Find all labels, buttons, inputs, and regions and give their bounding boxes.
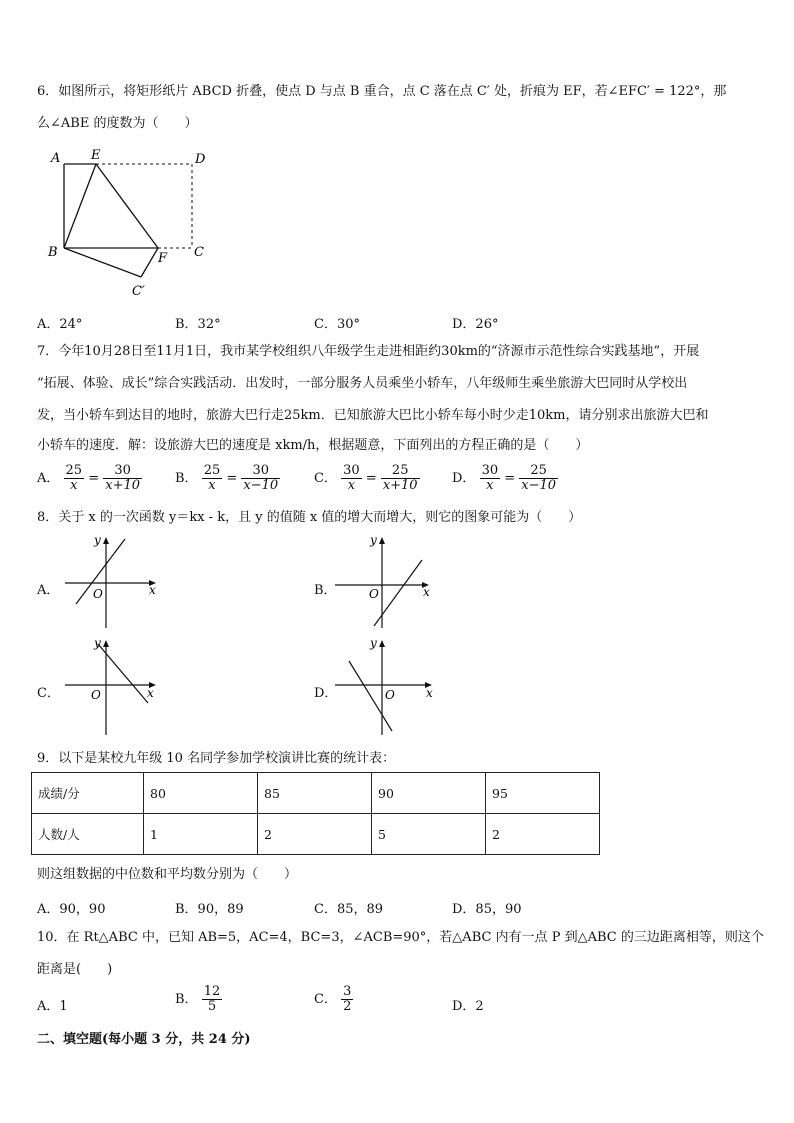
q7-line3: 发，当小轿车到达目的地时，旅游大巴行走25km．已知旅游大巴比小轿车每小时少走10km，请分别求出旅游大巴和: [37, 408, 709, 423]
q7-option-b[interactable]: B． $\frac{25}{x}$ = $\frac{30}{x-10}$: [175, 463, 279, 493]
svg-text:y: y: [94, 636, 101, 650]
label-Cprime: C′: [132, 284, 145, 299]
label-D: D: [195, 152, 206, 167]
q9-line1: 9．以下是某校九年级 10 名同学参加学校演讲比赛的统计表：: [37, 751, 396, 766]
table-cell: 95: [486, 773, 600, 814]
q7-option-d[interactable]: D． $\frac{30}{x}$ = $\frac{25}{x-10}$: [452, 463, 557, 493]
q6-option-c[interactable]: C．30°: [314, 317, 360, 332]
q8-option-b[interactable]: B．: [314, 583, 337, 598]
q9-option-b[interactable]: B．90，89: [175, 902, 244, 917]
q8-line1: 8．关于 x 的一次函数 y＝kx - k，且 y 的值随 x 值的增大而增大，则它的图象可能为（ ）: [37, 510, 582, 525]
table-cell: 2: [258, 814, 372, 855]
q9-option-a[interactable]: A．90，90: [37, 902, 106, 917]
q7-line2: “拓展、体验、成长”综合实践活动．出发时，一部分服务人员乘坐小轿车，八年级师生乘坐旅游大巴同时从学校出: [37, 376, 688, 391]
label-A: A: [51, 151, 61, 166]
q9-line2: 则这组数据的中位数和平均数分别为（ ）: [37, 867, 298, 882]
section-heading: 二、填空题(每小题 3 分，共 24 分): [37, 1032, 251, 1047]
q6-line1: 6．如图所示，将矩形纸片 ABCD 折叠，使点 D 与点 B 重合，点 C 落在点 C′ 处，折痕为 EF，若∠EFC′ = 122°，那: [37, 84, 727, 99]
edge-BE: [64, 164, 96, 248]
q9-stats-table: [31, 772, 600, 855]
label-C: C: [194, 245, 204, 260]
label-E: E: [91, 148, 101, 163]
table-cell: 85: [258, 773, 372, 814]
q6-option-d[interactable]: D．26°: [452, 317, 499, 332]
q7-option-a[interactable]: A． $\frac{25}{x}$ = $\frac{30}{x+10}$: [37, 463, 141, 493]
table-cell: 80: [144, 773, 258, 814]
q10-option-d[interactable]: D．2: [452, 999, 484, 1014]
svg-text:y: y: [94, 533, 101, 547]
q6-option-a[interactable]: A．24°: [37, 317, 83, 332]
table-cell: 90: [372, 773, 486, 814]
q8-graph-d[interactable]: [330, 635, 440, 737]
svg-text:O: O: [369, 587, 379, 601]
edge-C'F: [141, 248, 158, 277]
q9-option-d[interactable]: D．85，90: [452, 902, 522, 917]
table-cell: 成绩/分: [32, 773, 144, 814]
q7-line4: 小轿车的速度．解：设旅游大巴的速度是 xkm/h，根据题意，下面列出的方程正确的是（ ）: [37, 438, 589, 453]
edge-EF: [96, 164, 158, 248]
svg-text:x: x: [423, 585, 430, 599]
svg-text:O: O: [91, 688, 101, 702]
table-row: [32, 814, 600, 855]
edge-BC': [64, 248, 141, 277]
line-b: [374, 560, 422, 626]
table-cell: 1: [144, 814, 258, 855]
q8-graph-c[interactable]: [60, 635, 170, 737]
svg-text:O: O: [93, 587, 103, 601]
q8-graph-a[interactable]: [60, 532, 170, 632]
q8-option-c[interactable]: C．: [37, 686, 60, 701]
q7-line1: 7．今年10月28日至11月1日，我市某学校组织八年级学生走进相距约30km的“济源市示范性综合实践基地”，开展: [37, 344, 700, 359]
q10-option-b[interactable]: B． $\frac{12}{5}$: [175, 984, 221, 1014]
q7-option-c[interactable]: C． $\frac{30}{x}$ = $\frac{25}{x+10}$: [314, 463, 418, 493]
svg-text:y: y: [370, 533, 377, 547]
svg-text:x: x: [147, 686, 154, 700]
table-cell: 5: [372, 814, 486, 855]
table-cell: 2: [486, 814, 600, 855]
table-cell: 人数/人: [32, 814, 144, 855]
q8-option-a[interactable]: A．: [37, 583, 60, 598]
q9-option-c[interactable]: C．85，89: [314, 902, 384, 917]
q6-line2: 么∠ABE 的度数为（ ）: [37, 116, 198, 131]
q10-line2: 距离是( ): [37, 962, 113, 977]
q6-option-b[interactable]: B．32°: [175, 317, 221, 332]
q10-line1: 10．在 Rt△ABC 中，已知 AB=5，AC=4，BC=3，∠ACB=90°，若△ABC 内有一点 P 到△ABC 的三边距离相等，则这个: [37, 930, 764, 945]
label-F: F: [158, 251, 168, 266]
svg-text:O: O: [385, 688, 395, 702]
label-B: B: [48, 245, 58, 260]
svg-text:x: x: [426, 686, 433, 700]
q10-option-a[interactable]: A．1: [37, 999, 68, 1014]
svg-text:x: x: [149, 583, 156, 597]
q8-option-d[interactable]: D．: [314, 686, 338, 701]
q10-option-c[interactable]: C． $\frac{3}{2}$: [314, 984, 352, 1014]
table-row: [32, 773, 600, 814]
q6-figure: [40, 145, 220, 300]
svg-text:y: y: [370, 636, 377, 650]
q8-graph-b[interactable]: [330, 532, 440, 632]
